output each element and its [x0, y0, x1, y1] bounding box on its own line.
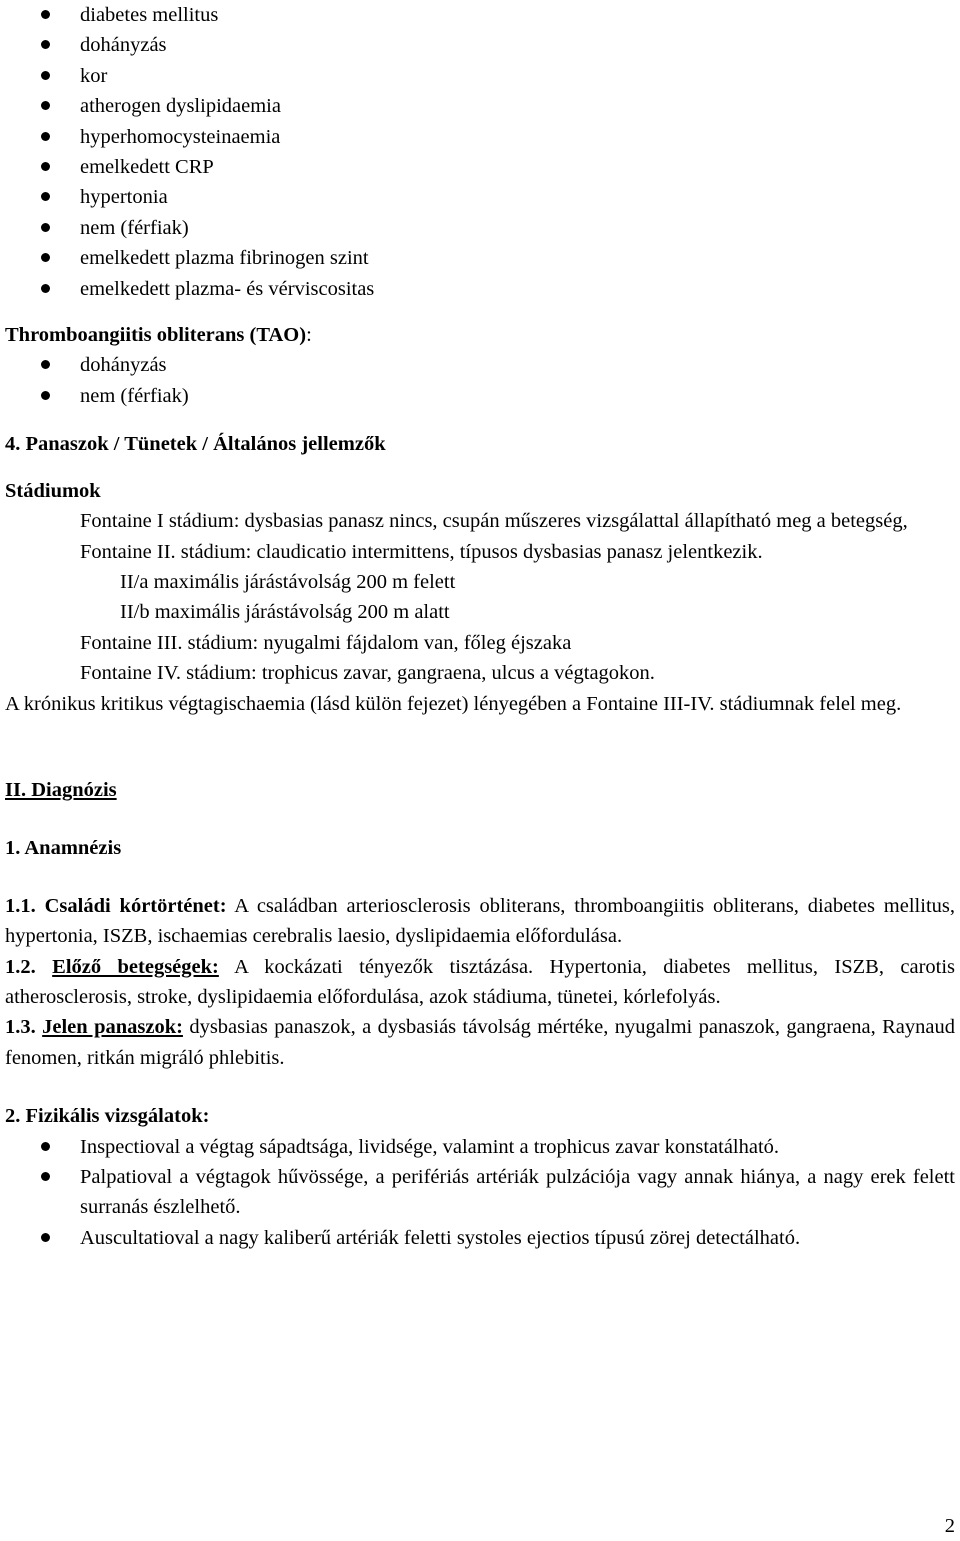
list-item: emelkedett CRP: [5, 152, 955, 182]
risk-factor-list: [5, 0, 955, 304]
previous-illness-text: A kockázati tényezők tisztázása. Hypertonia, diabetes mellitus, ISZB, carotis atherosclerosis, stroke, dyslipidaemia előfordulása, azok stádiuma, tünetei, kórlefolyás.: [5, 955, 956, 1008]
family-history-text: A családban arteriosclerosis obliterans, thromboangiitis obliterans, diabetes mellitus, hypertonia, ISZB, ischaemias cerebralis laesio, dyslipidaemia előfordulása.: [5, 894, 955, 948]
list-item: nem (férfiak): [5, 381, 955, 411]
fontaine-4: Fontaine IV. stádium: trophicus zavar, gangraena, ulcus a végtagokon.: [80, 662, 655, 685]
previous-illness-label: Előző betegségek:: [52, 955, 219, 978]
list-item: atherogen dyslipidaemia: [5, 91, 955, 121]
family-history-label: 1.1. Családi kórtörténet:: [5, 894, 227, 917]
list-item: Auscultatioval a nagy kaliberű artériák feletti systoles ejectios típusú zörej detectálható.: [5, 1223, 955, 1253]
fontaine-2a: II/a maximális járástávolság 200 m felett: [120, 570, 456, 593]
fontaine-2: Fontaine II. stádium: claudicatio intermittens, típusos dysbasias panasz jelentkezik.: [80, 540, 763, 563]
list-item: hyperhomocysteinaemia: [5, 122, 955, 152]
list-item: diabetes mellitus: [5, 0, 955, 30]
list-item: dohányzás: [5, 30, 955, 60]
fontaine-2b: II/b maximális járástávolság 200 m alatt: [120, 601, 450, 624]
previous-illness-paragraph: [5, 952, 955, 1013]
current-complaints-label: Jelen panaszok:: [42, 1016, 183, 1039]
current-complaints-paragraph: [5, 1012, 955, 1073]
list-item: Inspectioval a végtag sápadtsága, lividsége, valamint a trophicus zavar konstatálható.: [5, 1132, 955, 1162]
current-complaints-number: 1.3.: [5, 1016, 36, 1039]
fontaine-3: Fontaine III. stádium: nyugalmi fájdalom van, főleg éjszaka: [80, 631, 572, 654]
symptoms-heading: 4. Panaszok / Tünetek / Általános jellemzők: [5, 433, 386, 456]
previous-illness-number: 1.2.: [5, 955, 36, 978]
list-item: kor: [5, 61, 955, 91]
physical-exam-list: [5, 1132, 955, 1254]
ckti-note: A krónikus kritikus végtagischaemia (lásd külön fejezet) lényegében a Fontaine III-IV. stádiumnak felel meg.: [5, 692, 902, 715]
physical-exam-heading: 2. Fizikális vizsgálatok:: [5, 1105, 210, 1128]
list-item: emelkedett plazma fibrinogen szint: [5, 243, 955, 273]
list-item: Palpatioval a végtagok hűvössége, a perifériás artériák pulzációja vagy annak hiánya, a nagy erek felett surranás észlelhető.: [5, 1162, 955, 1223]
list-item: dohányzás: [5, 350, 955, 380]
anamnesis-heading: 1. Anamnézis: [5, 837, 122, 860]
diagnosis-heading: II. Diagnózis: [5, 778, 117, 801]
list-item: nem (férfiak): [5, 213, 955, 243]
list-item: hypertonia: [5, 182, 955, 212]
document-page: [5, 0, 955, 1253]
list-item: emelkedett plazma- és vérviscositas: [5, 274, 955, 304]
tao-heading: [5, 320, 955, 350]
fontaine-1: Fontaine I stádium: dysbasias panasz nincs, csupán műszeres vizsgálattal állapítható meg a betegség,: [80, 510, 908, 533]
page-number: 2: [944, 1515, 955, 1537]
tao-heading-colon: :: [306, 324, 312, 347]
tao-heading-text: Thromboangiitis obliterans (TAO): [5, 324, 307, 347]
stages-heading: Stádiumok: [5, 479, 101, 502]
family-history-paragraph: [5, 891, 955, 952]
tao-risk-list: [5, 350, 955, 411]
current-complaints-text: dysbasias panaszok, a dysbasiás távolság mértéke, nyugalmi panaszok, gangraena, Raynaud fenomen, ritkán migráló phlebitis.: [5, 1016, 955, 1069]
